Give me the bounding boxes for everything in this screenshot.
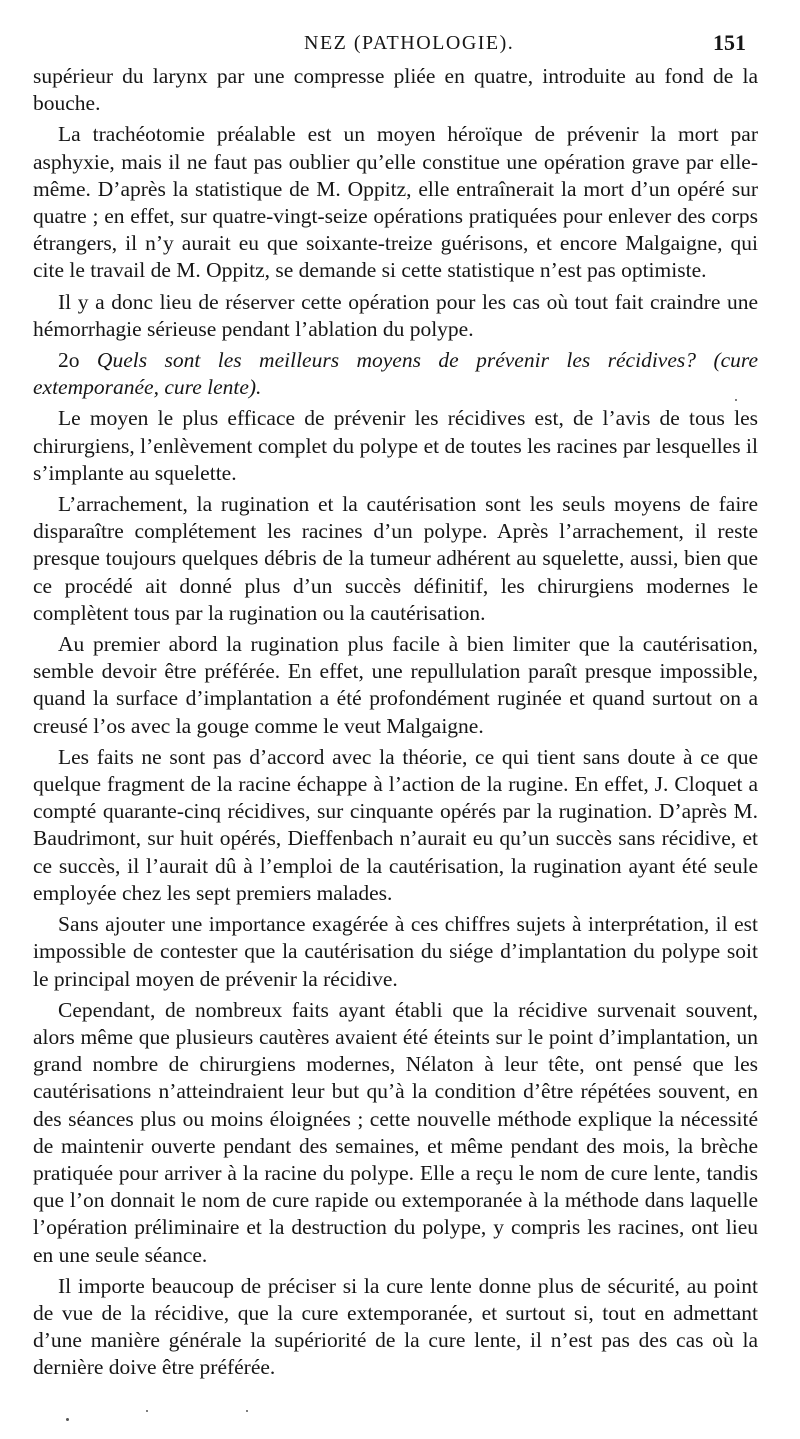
page-number: 151 [713, 30, 746, 55]
paragraph-tracheotomy: La trachéotomie préalable est un moyen héroïque de prévenir la mort par asphyxie, mais il ne faut pas oublier qu’elle constitue une opération grave par elle-même. D’après la statistique de M. Oppitz, elle entraînerait la mort d’un opéré sur quatre ; en effet, sur quatre-vingt-seize opérations pratiquées pour enlever des corps étrangers, il n’y aurait eu que soixante-treize guérisons, et encore Malgaigne, qui cite le travail de M. Oppitz, se demande si cette statistique n’est pas optimiste. [33, 122, 758, 283]
paragraph-cauterisation: Sans ajouter une importance exagérée à ces chiffres sujets à interprétation, il est impossible de contester que la cautérisation du siége d’implantation du polype soit le principal moyen de prévenir la récidive. [33, 912, 758, 991]
paragraph-efficient-means: Le moyen le plus efficace de prévenir les récidives est, de l’avis de tous les chirurgiens, l’enlèvement complet du polype et de toutes les racines par lesquelles il s’implante au squelette. [33, 406, 758, 485]
question-number: 2o [58, 348, 80, 373]
running-title: NEZ (PATHOLOGIE). [304, 32, 515, 54]
question-parenthetical: (cure extemporanée, cure lente). [33, 348, 759, 400]
paragraph-arrachement: L’arrachement, la rugination et la cautérisation sont les seuls moyens de faire disparaître complétement les racines d’un polype. Après l’arrachement, il reste presque toujours quelques débris de la tumeur adhérent au squelette, aussi, bien que ce procédé ait donné plus d’un succès définitif, les chirurgiens modernes le complètent tous par la rugination ou la cautérisation. [33, 492, 758, 625]
question-heading [33, 347, 758, 401]
scan-speck [735, 399, 737, 401]
paragraph-reserve-operation: Il y a donc lieu de réserver cette opération pour les cas où tout fait craindre une hémorrhagie sérieuse pendant l’ablation du polype. [33, 289, 758, 341]
scan-speck [146, 1410, 148, 1412]
page-header [0, 30, 800, 60]
paragraph-cure-lente: Cependant, de nombreux faits ayant établi que la récidive survenait souvent, alors même que plusieurs cautères avaient été éteints sur le point d’implantation, un grand nombre de chirurgiens modernes, Nélaton à leur tête, ont pensé que les cautérisations n’atteindraient leur but qu’à la condition d’être répétées souvent, en des séances plus ou moins éloignées ; cette nouvelle méthode explique la nécessité de maintenir ouverte pendant des semaines, et même pendant des mois, la brèche pratiquée pour arriver à la racine du polype. Elle a reçu le nom de cure lente, tandis que l’on donnait le nom de cure rapide ou extemporanée à la méthode dans laquelle l’opération préliminaire et la destruction du polype, y compris les racines, ont lieu en une seule séance. [33, 997, 758, 1267]
paragraph-rugination: Au premier abord la rugination plus facile à bien limiter que la cautérisation, semble devoir être préférée. En effet, une repullulation paraît presque impossible, quand la surface d’implantation a été profondément ruginée et quand surtout on a creusé l’os avec la gouge comme le veut Malgaigne. [33, 632, 758, 738]
page-body [33, 63, 758, 1386]
scan-speck [246, 1410, 248, 1412]
paragraph-facts-theory: Les faits ne sont pas d’accord avec la théorie, ce qui tient sans doute à ce que quelque fragment de la racine échappe à l’action de la rugine. En effet, J. Cloquet a compté quarante-cinq récidives, sur cinquante opérés par la rugination. D’après M. Baudrimont, sur huit opérés, Dieffenbach n’aurait eu qu’un succès sans récidive, et ce succès, il l’aurait dû à l’emploi de la cautérisation, la rugination ayant été seule employée chez les sept premiers malades. [33, 744, 758, 905]
paragraph-conclusion: Il importe beaucoup de préciser si la cure lente donne plus de sécurité, au point de vue de la récidive, que la cure extemporanée, et surtout si, tout en admettant d’une manière générale la supériorité de la cure lente, il n’est pas des cas où la dernière doive être préférée. [33, 1273, 758, 1380]
scan-speck [66, 1418, 69, 1421]
question-text: Quels sont les meilleurs moyens de prévenir les récidives? [96, 348, 697, 373]
paragraph-continuation: supérieur du larynx par une compresse pliée en quatre, introduite au fond de la bouche. [33, 64, 758, 116]
